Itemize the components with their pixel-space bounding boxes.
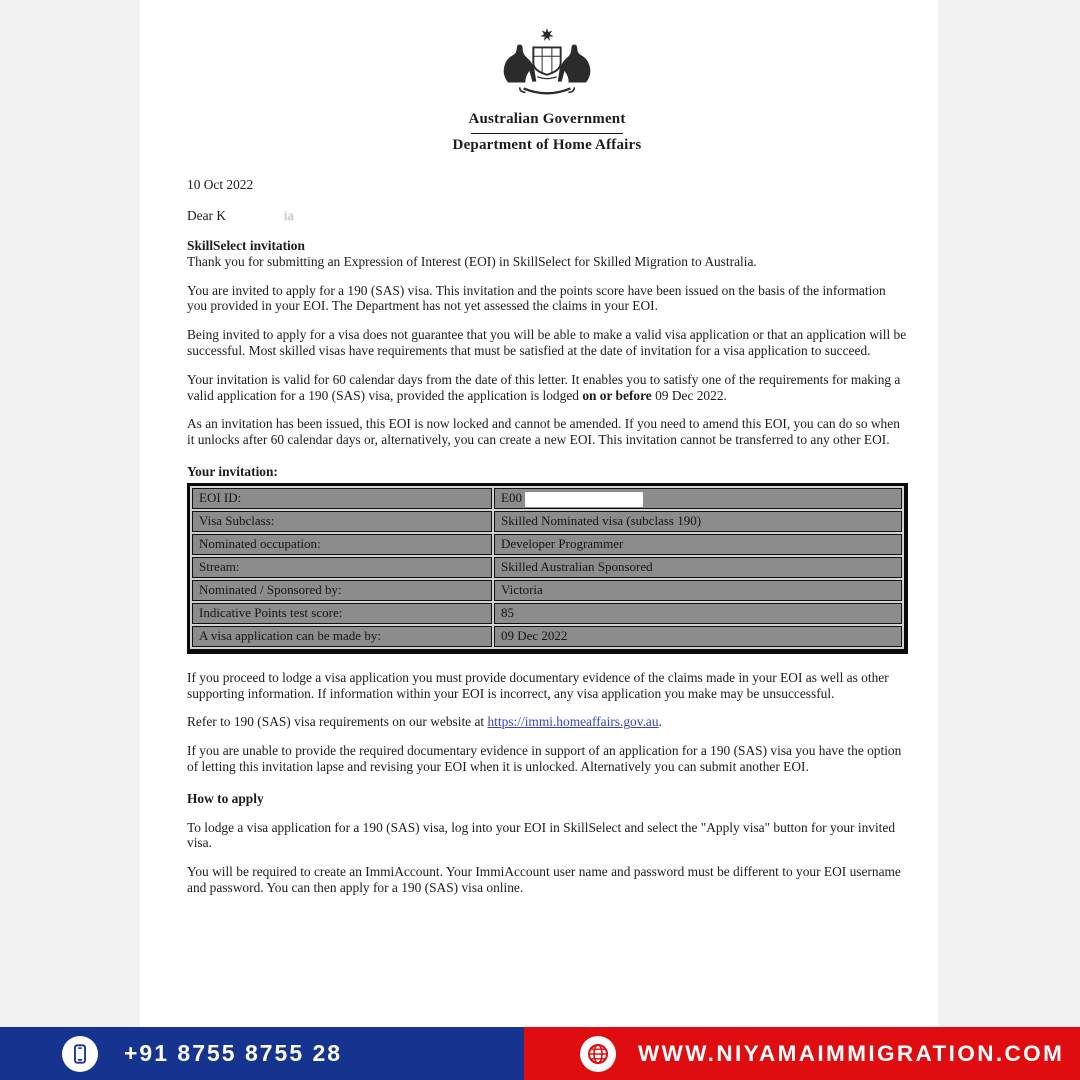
- paragraph-thanks: Thank you for submitting an Expression of Interest (EOI) in SkillSelect for Skilled Migration to Australia.: [187, 253, 757, 269]
- row-value: 09 Dec 2022: [494, 626, 902, 647]
- validity-date: 09 Dec 2022.: [651, 387, 727, 403]
- eoi-id-value: E00: [501, 489, 522, 505]
- row-label: Stream:: [192, 557, 492, 578]
- salutation-prefix: Dear K: [187, 208, 227, 224]
- letter-document-page: [140, 0, 938, 1027]
- validity-deadline-bold: on or before: [582, 387, 652, 403]
- website-section: [524, 1027, 1080, 1080]
- table-row-stream: [192, 557, 902, 578]
- coat-of-arms-icon: [187, 26, 907, 108]
- row-value: Victoria: [494, 580, 902, 601]
- row-value: Skilled Australian Sponsored: [494, 557, 902, 578]
- contact-footer: [0, 1027, 1080, 1080]
- paragraph-unable: If you are unable to provide the required documentary evidence in support of an application for a 190 (SAS) visa you have the option of letting this invitation lapse and revising your EOI when it is unlocked. Alternatively you can submit another EOI.: [187, 743, 902, 774]
- heading-your-invitation: Your invitation:: [187, 463, 278, 479]
- row-label: A visa application can be made by:: [192, 626, 492, 647]
- letter-date: 10 Oct 2022: [187, 177, 254, 193]
- government-title: Australian Government: [468, 110, 626, 127]
- commonwealth-star: [540, 28, 553, 41]
- refer-period: .: [658, 714, 662, 730]
- paragraph-lodge: To lodge a visa application for a 190 (SAS) visa, log into your EOI in SkillSelect and select the "Apply visa" button for your invited visa.: [187, 819, 896, 851]
- phone-section: [0, 1027, 524, 1080]
- smartphone-icon: [69, 1043, 91, 1065]
- letter-body: [187, 26, 907, 896]
- paragraph-guarantee: Being invited to apply for a visa does not guarantee that you will be able to make a valid visa application or that an application will be successful. Most skilled visas have requirements that must be satisfied at the date of invitation for a visa application to succeed.: [187, 327, 907, 358]
- heading-how-to-apply: How to apply: [187, 790, 264, 806]
- phone-badge: [62, 1036, 98, 1072]
- phone-number: +91 8755 8755 28: [124, 1040, 343, 1066]
- website-url: WWW.NIYAMAIMMIGRATION.COM: [638, 1040, 1065, 1066]
- row-label: Indicative Points test score:: [192, 603, 492, 624]
- globe-icon: [586, 1042, 610, 1066]
- table-row-sponsored-by: [192, 580, 902, 601]
- table-row-visa-subclass: [192, 511, 902, 532]
- paragraph-invited: You are invited to apply for a 190 (SAS) visa. This invitation and the points score have been issued on the basis of the information you provided in your EOI. The Department has not yet assessed the claims in your EOI.: [187, 282, 886, 314]
- row-label: Nominated occupation:: [192, 534, 492, 555]
- row-label: Visa Subclass:: [192, 511, 492, 532]
- row-label: Nominated / Sponsored by:: [192, 580, 492, 601]
- row-value: Developer Programmer: [494, 534, 902, 555]
- department-title: Department of Home Affairs: [452, 136, 642, 153]
- row-label: EOI ID:: [192, 488, 492, 509]
- website-badge: [580, 1036, 616, 1072]
- paragraph-locked: As an invitation has been issued, this EOI is now locked and cannot be amended. If you need to amend this EOI, you can do so when it unlocks after 60 calendar days or, alternatively, you can create a new EOI. This invitation cannot be transferred to any other EOI.: [187, 416, 900, 448]
- redaction-box: [525, 492, 643, 507]
- heading-skillselect-invitation: SkillSelect invitation: [187, 237, 305, 253]
- table-row-points-score: [192, 603, 902, 624]
- table-row-nominated-occupation: [192, 534, 902, 555]
- refer-text: Refer to 190 (SAS) visa requirements on our website at: [187, 714, 488, 730]
- validity-text: Your invitation is valid for 60 calendar days from the date of this letter. It enables you to satisfy one of the requirements for making a valid application for a 190 (SAS) visa, provided the application is lodged: [187, 371, 901, 403]
- paragraph-refer: [187, 714, 907, 730]
- table-row-apply-by-date: [192, 626, 902, 647]
- table-row-eoi-id: [192, 488, 902, 509]
- paragraph-validity: [187, 372, 907, 404]
- salutation: [187, 208, 907, 224]
- paragraph-proceed: If you proceed to lodge a visa application you must provide documentary evidence of the claims made in your EOI as well as other supporting information. If information within your EOI is incorrect, any visa application you make may be unsuccessful.: [187, 669, 889, 701]
- letterhead-divider: [471, 133, 623, 134]
- redacted-recipient-name: ia: [284, 208, 294, 224]
- row-value: Skilled Nominated visa (subclass 190): [494, 511, 902, 532]
- row-value: [494, 488, 902, 509]
- invitation-table: [187, 483, 908, 654]
- paragraph-immiaccount: You will be required to create an ImmiAccount. Your ImmiAccount user name and password must be different to your EOI username and password. You can then apply for a 190 (SAS) visa online.: [187, 864, 901, 895]
- homeaffairs-link[interactable]: https://immi.homeaffairs.gov.au: [487, 714, 659, 730]
- row-value: 85: [494, 603, 902, 624]
